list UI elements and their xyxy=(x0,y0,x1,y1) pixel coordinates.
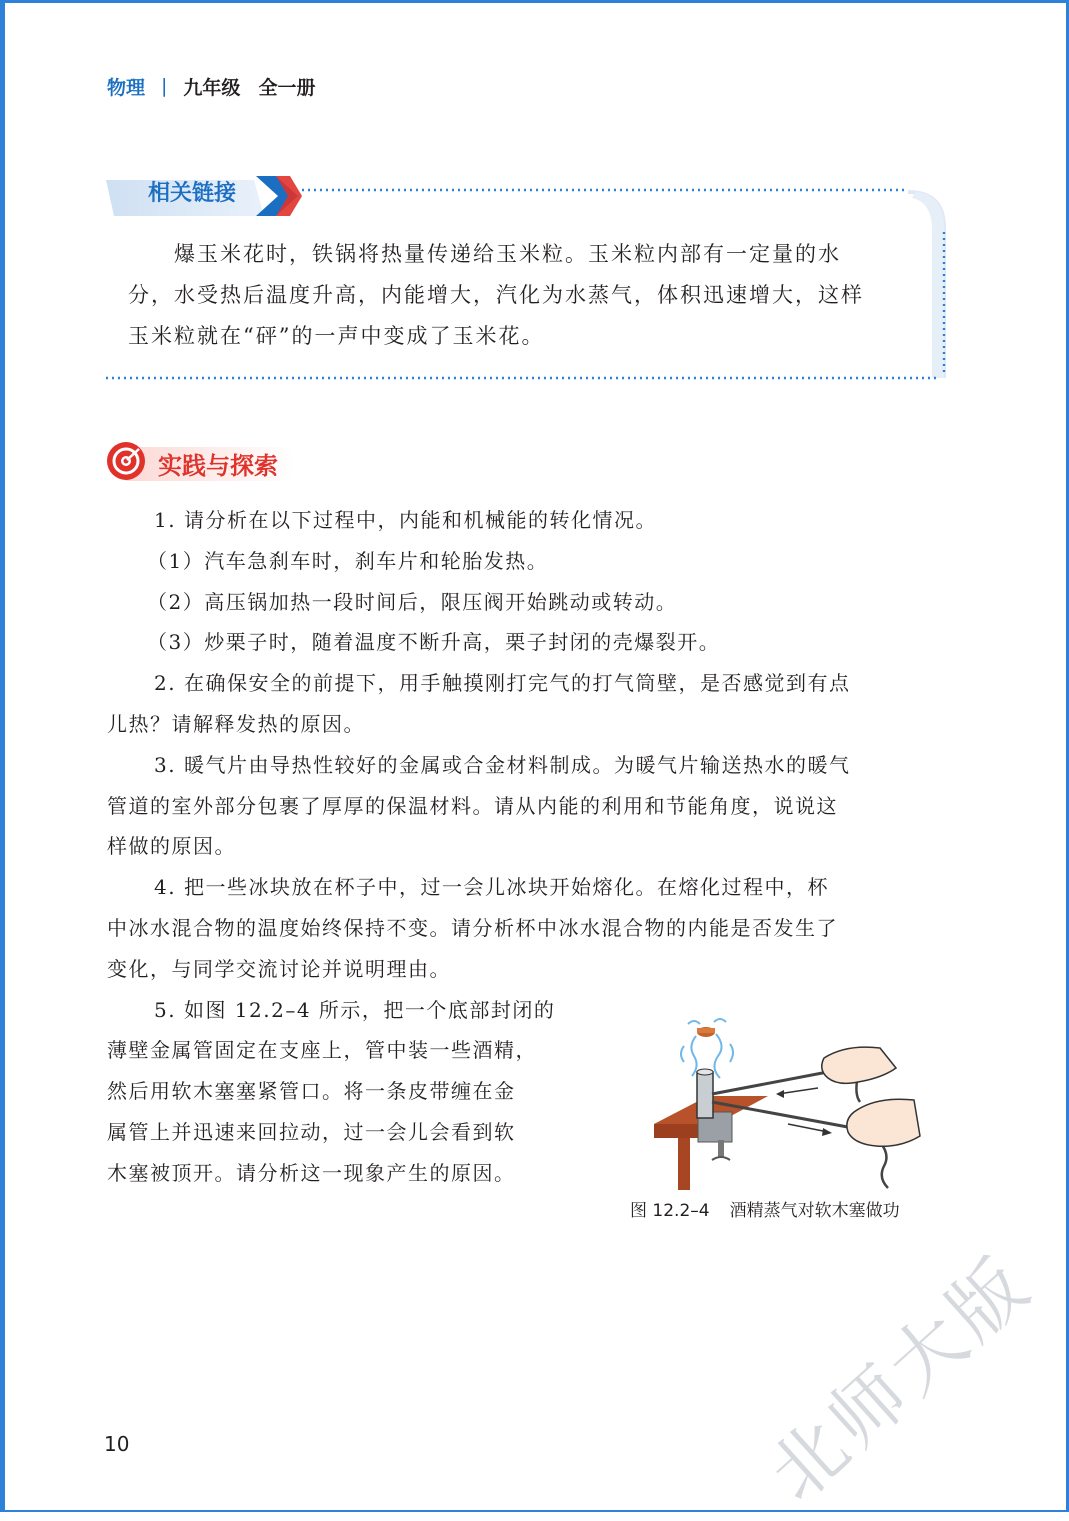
exercise-line: 中冰水混合物的温度始终保持不变。请分析杯中冰水混合物的内能是否发生了 xyxy=(107,915,838,940)
exercise-line: 5. 如图 12.2–4 所示，把一个底部封闭的 xyxy=(154,997,556,1022)
related-link-line: 分，水受热后温度升高，内能增大，汽化为水蒸气，体积迅速增大，这样 xyxy=(128,283,864,307)
related-link-paragraph xyxy=(128,234,928,357)
figure-number: 图 12.2–4 xyxy=(630,1201,710,1221)
page-number: 10 xyxy=(104,1432,130,1456)
arrow-icon xyxy=(788,1124,828,1132)
header-book: 全一册 xyxy=(258,76,316,99)
exercise-line: 儿热？请解释发热的原因。 xyxy=(107,711,365,736)
figure-caption xyxy=(630,1196,900,1221)
exercise-line: 管道的室外部分包裹了厚厚的保温材料。请从内能的利用和节能角度，说说这 xyxy=(107,793,838,818)
header-separator: | xyxy=(161,75,168,97)
exercise-line: 薄壁金属管固定在支座上，管中装一些酒精， xyxy=(107,1038,537,1063)
hand-icon xyxy=(847,1099,920,1146)
related-link-title: 相关链接 xyxy=(148,181,237,206)
exercise-line: 木塞被顶开。请分析这一现象产生的原因。 xyxy=(107,1160,516,1185)
exercise-line: 2. 在确保安全的前提下，用手触摸刚打完气的打气筒壁，是否感觉到有点 xyxy=(154,671,851,696)
watermark: 北师大版 xyxy=(752,1239,1049,1518)
metal-tube xyxy=(697,1072,713,1118)
header-subject: 物理 xyxy=(107,76,146,99)
related-link-line: 玉米粒就在“砰”的一声中变成了玉米花。 xyxy=(128,324,545,348)
exercise-line: 1. 请分析在以下过程中，内能和机械能的转化情况。 xyxy=(154,508,657,532)
exercise-line: 4. 把一些冰块放在杯子中，过一会儿冰块开始熔化。在熔化过程中，杯 xyxy=(154,875,829,900)
figure-caption-text: 酒精蒸气对软木塞做功 xyxy=(729,1201,900,1221)
hand-icon xyxy=(822,1047,896,1083)
exercise-line: （2）高压锅加热一段时间后，限压阀开始跳动或转动。 xyxy=(147,589,678,614)
exercise-line: 属管上并迅速来回拉动，过一会儿会看到软 xyxy=(107,1119,516,1144)
header-grade: 九年级 xyxy=(183,76,241,99)
exercise-line: 3. 暖气片由导热性较好的金属或合金材料制成。为暖气片输送热水的暖气 xyxy=(154,752,851,777)
exercise-line: （3）炒栗子时，随着温度不断升高，栗子封闭的壳爆裂开。 xyxy=(147,630,721,655)
exercise-line: （1）汽车急刹车时，刹车片和轮胎发热。 xyxy=(147,548,549,573)
section-title: 实践与探索 xyxy=(158,452,278,480)
running-header xyxy=(107,72,315,100)
exercise-line: 变化，与同学交流讨论并说明理由。 xyxy=(107,956,451,981)
exercise-line: 样做的原因。 xyxy=(107,834,236,859)
exercise-line: 然后用软木塞塞紧管口。将一条皮带缠在金 xyxy=(107,1079,516,1104)
figure-illustration xyxy=(648,1016,938,1196)
related-link-line: 爆玉米花时，铁锅将热量传递给玉米粒。玉米粒内部有一定量的水 xyxy=(174,242,841,266)
belt xyxy=(712,1070,838,1094)
